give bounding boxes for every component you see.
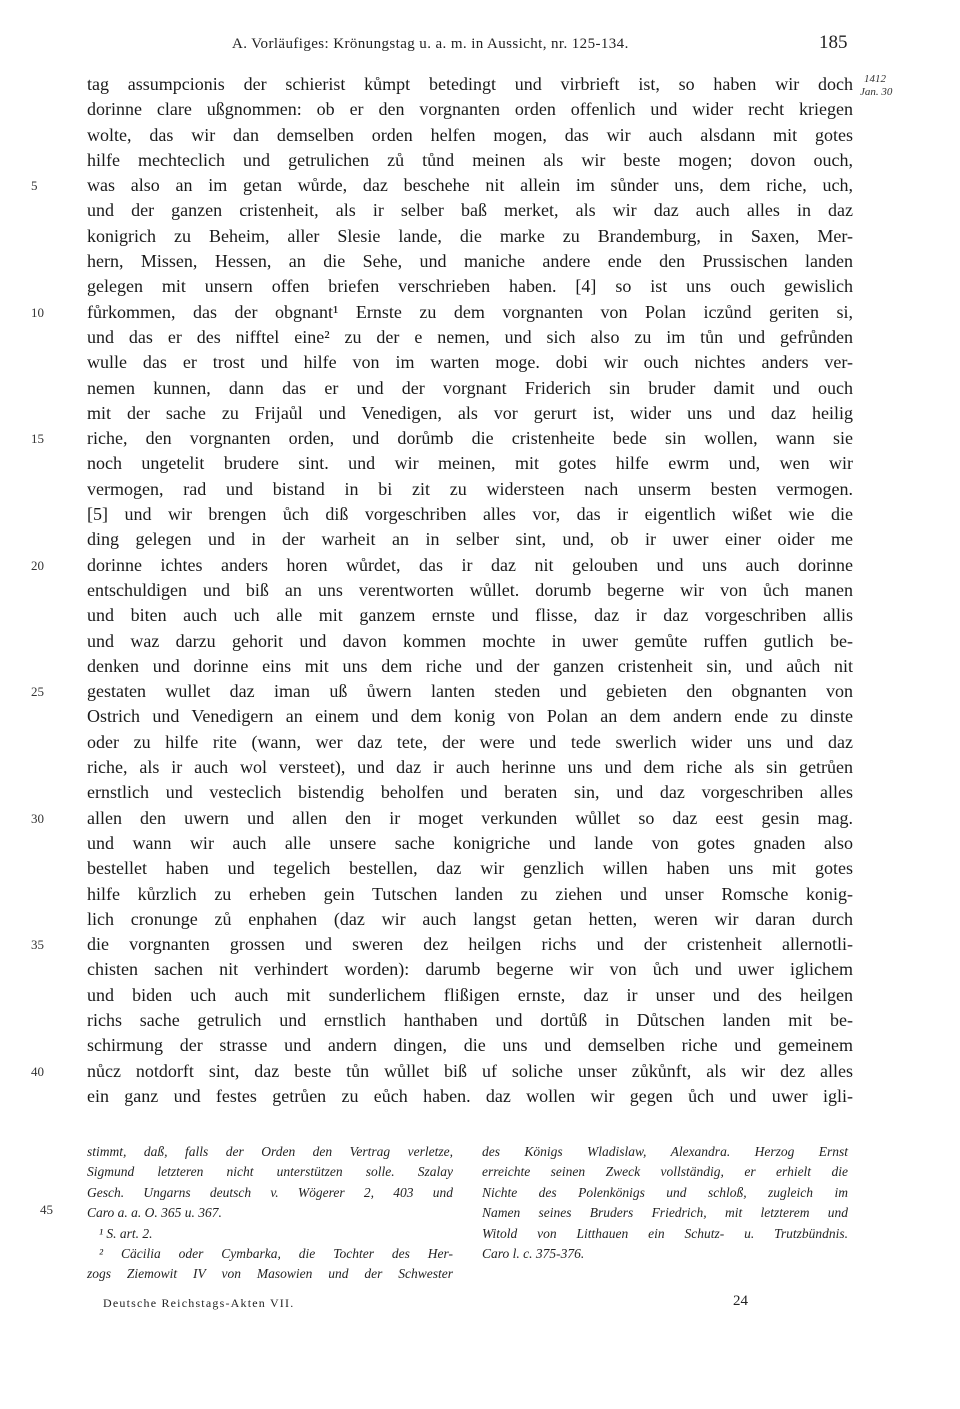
- text-line: [31, 679, 853, 704]
- text-line: [87, 350, 853, 375]
- text-line: [87, 629, 853, 654]
- text-line: [87, 1008, 853, 1033]
- line-text: ernstlich und vesteclich bistendig beholfen und beraten sin, und daz vorgeschriben alles: [87, 782, 853, 803]
- line-text: fůrkommen, das der obgnant¹ Ernste zu dem vorgnanten von Polan iczůnd geriten si,: [87, 301, 853, 322]
- text-line: [31, 173, 853, 198]
- page-number: 185: [819, 32, 848, 53]
- footnote-line: Namen seines Bruders Friedrich, mit letzterem und: [482, 1205, 848, 1221]
- line-text: Ostrich und Venedigern an einem und dem konig von Polan an dem andern ende zu dinste: [87, 706, 853, 727]
- margin-date: [860, 72, 892, 100]
- text-line: [87, 401, 853, 426]
- line-text: riche, den vorgnanten orden, und dorůmb die cristenheite bede sin wollen, wann sie: [87, 428, 853, 449]
- text-line: [87, 831, 853, 856]
- text-line: [87, 72, 853, 97]
- text-line: [87, 907, 853, 932]
- text-line: [87, 325, 853, 350]
- line-text: ein ganz und festes getrůen zu eůch haben. daz wollen wir gegen ůch und uwer igli-: [87, 1085, 853, 1106]
- main-text: [31, 72, 853, 1109]
- text-line: [87, 780, 853, 805]
- line-text: und das er des nifftel eine² zu der e nemen, und sich also zu im tůn und gefrůnden: [87, 326, 853, 347]
- line-number: 10: [31, 304, 44, 320]
- text-line: [87, 755, 853, 780]
- line-text: mit der sache zu Frijaůl und Venedigen, als vor gerurt ist, wider uns und daz heilig: [87, 402, 853, 423]
- text-line: [87, 983, 853, 1008]
- text-line: [87, 1084, 853, 1109]
- line-number: 35: [31, 937, 44, 953]
- footnote-line: Gesch. Ungarns deutsch v. Wögerer 2, 403 und: [87, 1184, 453, 1200]
- footnote-line: Sigmund letzteren nicht unterstützen solle. Szalay: [87, 1164, 453, 1180]
- footnote-line: ¹ S. art. 2.: [99, 1225, 153, 1241]
- line-number: 20: [31, 557, 44, 573]
- text-line: [87, 856, 853, 881]
- line-text: hern, Missen, Hessen, an die Sehe, und maniche andere ende den Prussischen landen: [87, 251, 853, 272]
- text-line: [87, 578, 853, 603]
- text-line: [87, 882, 853, 907]
- printer-signature: Deutsche Reichstags-Akten VII.: [103, 1296, 295, 1310]
- line-text: die vorgnanten grossen und sweren dez heilgen richs und der cristenheit allernotli-: [87, 934, 853, 955]
- text-line: [87, 1033, 853, 1058]
- line-text: bestellet haben und tegelich bestellen, daz wir genzlich willen haben uns mit gotes: [87, 858, 853, 879]
- line-text: konigrich zu Beheim, aller Slesie lande, die marke zu Brandemburg, in Saxen, Mer-: [87, 225, 853, 246]
- line-number: 25: [31, 684, 44, 700]
- text-line: [31, 553, 853, 578]
- text-line: [31, 1059, 853, 1084]
- line-text: lich cronunge zů enphahen (daz wir auch langst getan hetten, weren wir daran durch: [87, 908, 853, 929]
- line-number: 30: [31, 810, 44, 826]
- text-line: [87, 451, 853, 476]
- footnote-line: stimmt, daß, falls der Orden den Vertrag verletze,: [87, 1144, 453, 1159]
- line-text: gelegen mit unsern offen briefen verschrieben haben. [4] so ist uns ouch gewislich: [87, 276, 853, 297]
- footnotes-left-column: [87, 1142, 453, 1285]
- text-line: [87, 957, 853, 982]
- text-line: [87, 603, 853, 628]
- line-text: allen den uwern und allen den ir moget verkunden wůllet so daz eest gesin mag.: [87, 807, 853, 828]
- footnote-line: ² Cäcilia oder Cymbarka, die Tochter des Her-: [99, 1246, 453, 1262]
- line-text: und waz darzu gehorit und davon kommen mochte in uwer gemůte ruffen gutlich be-: [87, 630, 853, 651]
- line-text: tag assumpcionis der schierist kůmpt betedingt und virbrieft ist, so haben wir doch: [87, 74, 853, 94]
- footnotes-right-column: [482, 1142, 848, 1264]
- line-text: wulle das er trost und hilfe von im warten moge. dobi wir ouch nichtes anders ver-: [87, 352, 853, 373]
- text-line: [87, 97, 853, 122]
- line-text: richs sache getrulich und ernstlich hanthaben und dortůß in Důtschen landen mit be-: [87, 1009, 853, 1030]
- line-text: oder zu hilfe rite (wann, wer daz tete, der were und tede swerlich wider uns und daz: [87, 731, 853, 752]
- text-line: [87, 477, 853, 502]
- sheet-number: 24: [733, 1293, 748, 1309]
- text-line: [31, 932, 853, 957]
- line-text: nemen kunnen, dann das er und der vorgnant Friderich sin bruder damit und ouch: [87, 377, 853, 398]
- footnote-line: erreichte seinen Zweck vollständig, er erhielt die: [482, 1164, 848, 1180]
- line-text: [5] und wir brengen ůch diß vorgeschriben alles vor, das ir eigentlich wißet wie die: [87, 504, 853, 525]
- margin-date-day: Jan. 30: [860, 86, 893, 98]
- line-number: 15: [31, 431, 44, 447]
- text-line: [87, 376, 853, 401]
- line-text: wolte, das wir dan demselben orden helfen mogen, das wir auch alsdann mit gotes: [87, 124, 853, 145]
- line-text: chisten sachen nit verhindert worden): darumb begerne wir von ůch und uwer iglichem: [87, 959, 853, 980]
- line-text: und biden uch auch mit sunderlichem flißigen ernste, daz ir unser und des heilgen: [87, 984, 853, 1005]
- line-text: riche, als ir auch wol versteet), und daz ir auch herinne uns und dem riche als sin getrůen: [87, 757, 853, 778]
- footnote-line: Caro l. c. 375-376.: [482, 1246, 585, 1262]
- text-line: [87, 502, 853, 527]
- line-text: dorinne clare ußgnommen: ob er den vorgnanten orden offenlich und wider recht kriegen: [87, 99, 853, 120]
- footnote-line-number: 45: [40, 1202, 53, 1217]
- line-text: ding gelegen und in der warheit an in selber sint, und, ob ir uwer einer oider me: [87, 529, 853, 550]
- line-number: 5: [31, 178, 38, 194]
- line-text: was also an im getan wůrde, daz beschehe nit allein im sůnder uns, dem riche, uch,: [87, 175, 853, 196]
- line-text: vermogen, rad und bistand in bi zit zu widersteen nach unserm besten vermogen.: [87, 478, 853, 499]
- line-text: entschuldigen und biß an uns verentworten wůllet. dorumb begerne wir von ůch manen: [87, 579, 853, 600]
- footnote-line: Witold von Litthauen ein Schutz- u. Trutzbündnis.: [482, 1225, 848, 1241]
- line-text: und biten auch uch alle mit ganzem ernste und flisse, daz ir daz vorgeschriben allis: [87, 605, 853, 626]
- footnote-line: zogs Ziemowit IV von Masowien und der Schwester: [87, 1266, 453, 1282]
- line-number: 40: [31, 1063, 44, 1079]
- line-text: gestaten wullet daz iman uß ůwern lanten steden und gebieten den obgnanten von: [87, 681, 853, 702]
- line-text: hilfe kůrzlich zu erheben gein Tutschen landen zu ziehen und unser Romsche konig-: [87, 883, 853, 904]
- footnotes: [40, 1142, 853, 1282]
- text-line: [87, 123, 853, 148]
- line-text: denken und dorinne eins mit uns dem riche und der ganzen cristenheit sin, und aůch nit: [87, 655, 853, 676]
- text-line: [31, 806, 853, 831]
- text-line: [31, 300, 853, 325]
- line-text: schirmung der strasse und andern dingen, die uns und demselben riche und gemeinem: [87, 1035, 853, 1056]
- line-text: dorinne ichtes anders horen wůrdet, das ir daz nit gelouben und uns auch dorinne: [87, 554, 853, 575]
- text-line: [87, 704, 853, 729]
- footnote-line: des Königs Wladislaw, Alexandra. Herzog Ernst: [482, 1144, 848, 1159]
- text-line: [87, 148, 853, 173]
- line-text: und wann wir auch alle unsere sache konigriche und lande von gotes gnaden also: [87, 832, 853, 853]
- text-line: [87, 224, 853, 249]
- running-header: A. Vorläufiges: Krönungstag u. a. m. in Aussicht, nr. 125-134.: [232, 36, 629, 52]
- margin-date-year: 1412: [864, 73, 886, 85]
- line-text: hilfe mechteclich und getrulichen zů tůnd meinen als wir beste mogen; dovon ouch,: [87, 149, 853, 170]
- text-line: [31, 426, 853, 451]
- text-line: [87, 654, 853, 679]
- line-text: noch ungetelit brudere sint. und wir meinen, mit gotes hilfe ewrm und, wen wir: [87, 453, 853, 474]
- text-line: [87, 527, 853, 552]
- footnote-line: Nichte des Polenkönigs und schloß, zugleich im: [482, 1184, 848, 1200]
- text-line: [87, 274, 853, 299]
- text-line: [87, 730, 853, 755]
- text-line: [87, 198, 853, 223]
- footnote-line: Caro a. a. O. 365 u. 367.: [87, 1205, 222, 1221]
- line-text: und der ganzen cristenheit, als ir selber baß merket, als wir daz auch alles in daz: [87, 200, 853, 221]
- text-line: [87, 249, 853, 274]
- line-text: nůcz notdorft sint, daz beste tůn wůllet biß uf soliche unser zůkůnft, als wir dez alles: [87, 1060, 853, 1081]
